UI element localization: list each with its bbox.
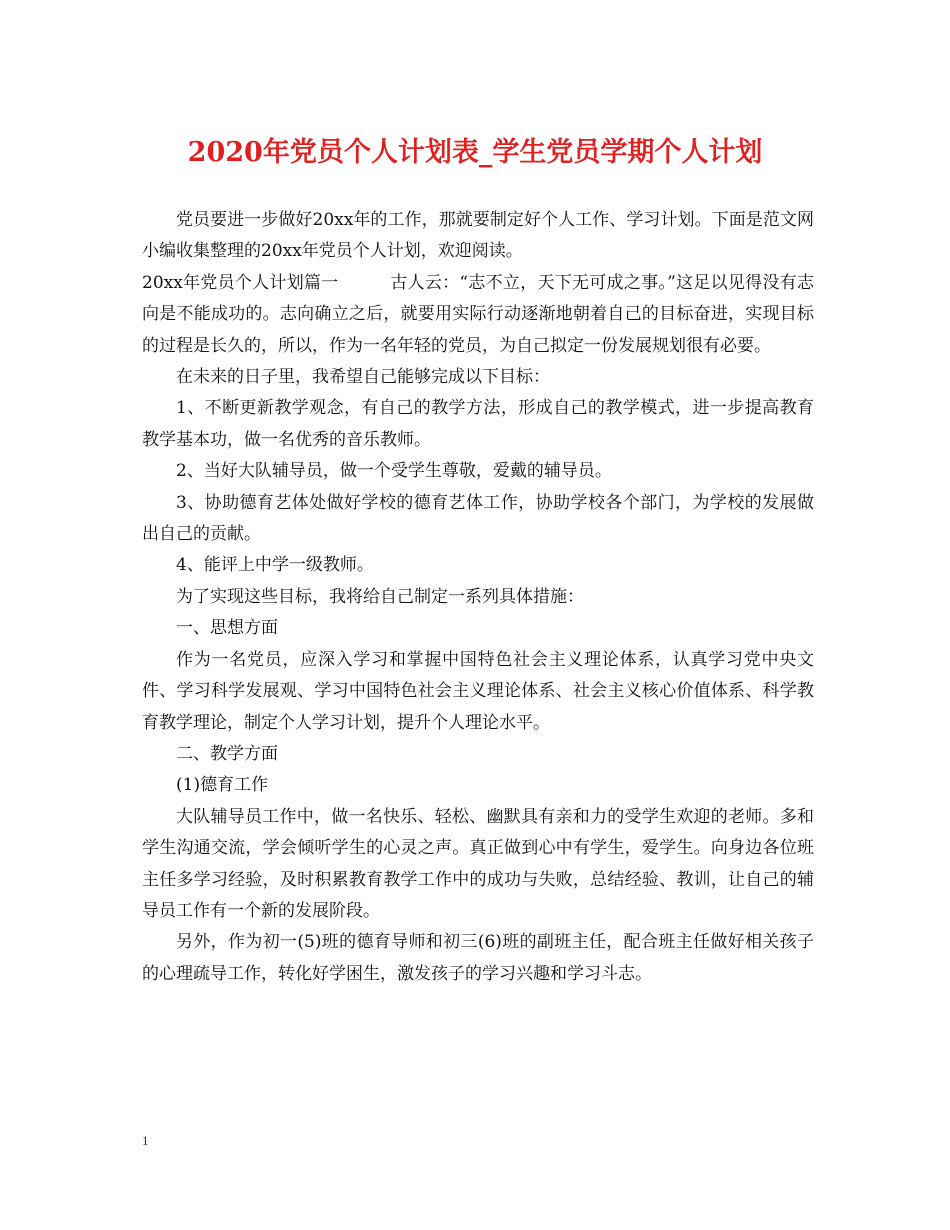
- body-paragraph: (1)德育工作: [176, 775, 269, 796]
- page-number: 1: [142, 1133, 149, 1148]
- body-paragraph: 4、能评上中学一级教师。: [176, 555, 374, 576]
- body-paragraph: 2、当好大队辅导员，做一个受学生尊敬，爱戴的辅导员。: [176, 461, 612, 482]
- body-paragraph: 二、教学方面: [176, 743, 278, 764]
- document-title: 2020年党员个人计划表_学生党员学期个人计划: [187, 137, 763, 168]
- body-paragraph: 大队辅导员工作中，做一名快乐、轻松、幽默具有亲和力的受学生欢迎的老师。多和学生沟通交流，学会倾听学生的心灵之声。真正做到心中有学生，爱学生。向身边各位班主任多学习经验，及时积累教育教学工作中的成功与失败，总结经验、教训，让自己的辅导员工作有一个新的发展阶段。: [142, 806, 814, 921]
- body-paragraph: 为了实现这些目标，我将给自己制定一系列具体措施：: [176, 586, 584, 607]
- document-body: [142, 205, 814, 990]
- body-paragraph: 一、思想方面: [176, 618, 278, 639]
- body-paragraph: 党员要进一步做好20xx年的工作，那就要制定好个人工作、学习计划。下面是范文网小编收集整理的20xx年党员个人计划，欢迎阅读。: [142, 210, 814, 262]
- body-paragraph: 在未来的日子里，我希望自己能够完成以下目标：: [176, 367, 550, 388]
- body-paragraph: 3、协助德育艺体处做好学校的德育艺体工作，协助学校各个部门，为学校的发展做出自己的贡献。: [142, 492, 814, 545]
- body-paragraph: 另外，作为初一(5)班的德育导师和初三(6)班的副班主任，配合班主任做好相关孩子的心理疏导工作，转化好学困生，激发孩子的学习兴趣和学习斗志。: [142, 932, 814, 984]
- body-paragraph: 20xx年党员个人计划篇一 古人云：“志不立，天下无可成之事。”这足以见得没有志向是不能成功的。志向确立之后，就要用实际行动逐渐地朝着自己的目标奋进，实现目标的过程是长久的，所以，作为一名年轻的党员，为自己拟定一份发展规划很有必要。: [142, 272, 814, 356]
- body-paragraph: 作为一名党员，应深入学习和掌握中国特色社会主义理论体系，认真学习党中央文件、学习科学发展观、学习中国特色社会主义理论体系、社会主义核心价值体系、科学教育教学理论，制定个人学习计划，提升个人理论水平。: [142, 649, 814, 733]
- body-paragraph: 1、不断更新教学观念，有自己的教学方法，形成自己的教学模式，进一步提高教育教学基本功，做一名优秀的音乐教师。: [142, 398, 814, 450]
